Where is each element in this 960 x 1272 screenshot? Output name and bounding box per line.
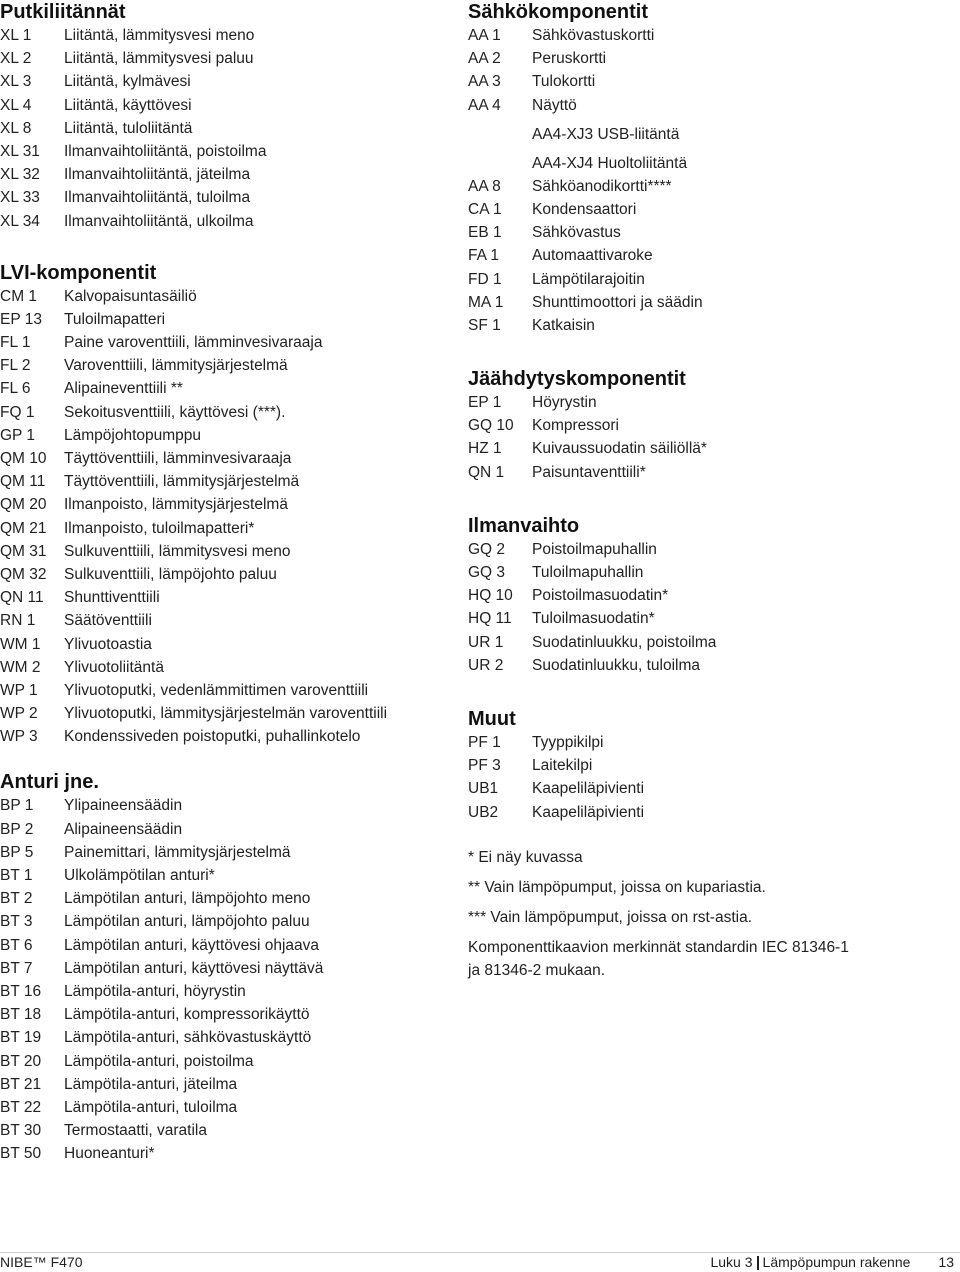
item-description: Tyyppikilpi [532,733,604,751]
item-description: Alipaineventtiili ** [64,380,183,398]
list-item [0,794,440,817]
item-code: FD 1 [468,270,502,288]
section-title-electrical-components: Sähkökomponentit [468,1,649,23]
item-description: Tuloilmasuodatin* [532,610,655,628]
list-item [468,47,948,70]
item-description: Kuivaussuodatin säiliöllä* [532,440,707,458]
item-code: GQ 10 [468,417,514,435]
item-description: Lämpötilarajoitin [532,270,645,288]
item-code: QM 32 [0,565,47,583]
list-electrical-components-a [468,24,948,117]
list-item [468,198,948,221]
list-item [468,461,948,484]
list-item [0,401,440,424]
item-code: AA 1 [468,27,501,44]
list-item [0,70,440,93]
item-code: QN 11 [0,589,44,607]
item-code: BT 2 [0,890,33,908]
item-code: CM 1 [0,287,38,305]
list-item [0,1142,440,1165]
item-description: Höyrystin [532,394,597,412]
item-code: UR 2 [468,656,504,674]
item-code [468,117,532,146]
item-code: XL 33 [0,189,40,207]
item-code: MA 1 [468,293,504,311]
item-code: WP 3 [0,728,38,746]
list-pipe-connections [0,24,440,233]
list-item [0,1003,440,1026]
item-code: BT 3 [0,913,33,931]
item-code: XL 31 [0,142,40,160]
footer-divider [0,1252,960,1253]
item-code: AA 4 [468,96,501,114]
item-description: Kondensaattori [532,200,637,218]
list-item [0,140,440,163]
item-description: Lämpötila-anturi, kompressorikäyttö [64,1006,310,1024]
item-code: BT 19 [0,1029,42,1047]
footnote-not-shown: * Ei näy kuvassa [468,848,583,866]
item-code: PF 3 [468,757,501,775]
list-item [0,285,440,308]
item-description: Tuloilmapuhallin [532,564,644,581]
item-description: Sähkövastus [532,224,621,242]
list-item [468,391,948,414]
item-description: Täyttöventtiili, lämminvesivaraaja [64,450,292,467]
item-code: BT 50 [0,1145,42,1163]
item-description: Tulokortti [532,73,596,91]
list-item [0,1026,440,1049]
list-item [0,331,440,354]
list-item [468,221,948,244]
section-title-sensors: Anturi jne. [0,771,99,794]
item-description: Ilmanvaihtoliitäntä, ulkoilma [64,212,254,230]
item-description: Kompressori [532,417,619,435]
item-description: Liitäntä, tuloliitäntä [64,119,193,137]
list-misc [468,731,948,824]
item-description: Kaapeliläpivienti [532,803,645,821]
list-item [0,470,440,493]
item-description: Sekoitusventtiili, käyttövesi (***). [64,403,286,421]
list-item [0,517,440,540]
list-item [468,175,948,198]
item-description: Lämpöjohtopumppu [64,426,202,444]
list-item [468,607,948,630]
item-description: Laitekilpi [532,757,593,775]
footer-chapter-number: Luku 3 [710,1254,753,1270]
item-code: QM 20 [0,496,47,514]
list-item [468,561,948,584]
item-code: FQ 1 [0,403,35,421]
item-code: BP 2 [0,820,34,838]
item-code: EB 1 [468,224,502,242]
list-cooling-components [468,391,948,484]
item-code: XL 32 [0,166,40,184]
item-code: HZ 1 [468,440,502,458]
item-code: HQ 11 [468,610,512,628]
list-ventilation [468,538,948,677]
list-item [0,163,440,186]
item-description: Katkaisin [532,316,595,334]
footer-chapter [710,1254,910,1270]
list-item [0,934,440,957]
item-code: QM 31 [0,542,47,560]
item-code: CA 1 [468,200,502,218]
item-description: Säätöventtiili [64,612,152,630]
list-item [0,980,440,1003]
list-item [0,957,440,980]
item-code: QM 11 [0,473,46,491]
item-code: WM 1 [0,635,41,653]
item-description: Ilmanpoisto, tuloilmapatteri* [64,519,255,537]
item-description: Liitäntä, käyttövesi [64,96,192,114]
item-description: Ilmanvaihtoliitäntä, poistoilma [64,142,267,160]
item-code: XL 3 [0,73,32,91]
list-item [0,424,440,447]
list-item [0,493,440,516]
list-item [468,437,948,460]
list-item [468,24,948,47]
list-item [0,679,440,702]
list-item [0,377,440,400]
item-code: UR 1 [468,633,504,651]
item-description: AA4-XJ4 Huoltoliitäntä [532,154,688,172]
footnote-stainless-tank: *** Vain lämpöpumput, joissa on rst-astia. [468,908,753,926]
item-description: Ylivuotoliitäntä [64,658,164,676]
item-description: Lämpötilan anturi, lämpöjohto paluu [64,913,310,931]
item-code: BT 16 [0,982,42,1000]
footnote-copper-tank: ** Vain lämpöpumput, joissa on kupariastia. [468,878,766,896]
list-electrical-components-b [468,175,948,337]
list-item [468,754,948,777]
item-code: AA 8 [468,177,501,195]
item-code: FL 6 [0,380,31,398]
item-code: UB2 [468,803,499,821]
list-item [0,1073,440,1096]
item-description: Näyttö [532,96,577,114]
item-description: Varoventtiili, lämmitysjärjestelmä [64,357,288,375]
item-description: Ilmanvaihtoliitäntä, tuloilma [64,189,251,207]
item-description: Lämpötila-anturi, jäteilma [64,1075,238,1093]
list-item [0,186,440,209]
list-item [468,291,948,314]
item-code: BP 1 [0,797,34,815]
item-code: EP 1 [468,394,502,412]
list-item [0,1119,440,1142]
item-description: Ilmanpoisto, lämmitysjärjestelmä [64,496,288,514]
list-item [0,910,440,933]
item-description: Poistoilmapuhallin [532,540,657,558]
footer-separator [757,1256,759,1270]
standard-note-line-1: Komponenttikaavion merkinnät standardin IEC 81346-1 [468,938,849,956]
item-description: Lämpötila-anturi, sähkövastuskäyttö [64,1029,312,1047]
item-code: AA 3 [468,73,501,91]
item-code: UB1 [468,780,499,798]
list-item [0,354,440,377]
item-description: AA4-XJ3 USB-liitäntä [532,125,680,143]
item-code: BT 1 [0,867,33,884]
item-description: Peruskortti [532,50,607,68]
item-description: Sähkövastuskortti [532,27,655,44]
list-item [468,777,948,800]
item-code: SF 1 [468,316,501,334]
list-item [468,94,948,117]
item-code: FA 1 [468,247,500,265]
page-footer [0,1252,960,1272]
list-item [0,586,440,609]
item-code: GP 1 [0,426,36,444]
right-column [468,0,948,982]
item-description: Liitäntä, lämmitysvesi paluu [64,50,254,68]
item-description: Paine varoventtiili, lämminvesivaraaja [64,334,323,352]
item-description: Ylivuotoputki, vedenlämmittimen varoventtiili [64,681,369,699]
item-code: WM 2 [0,658,41,676]
item-code: BT 22 [0,1098,42,1116]
item-code: WP 2 [0,705,38,723]
list-item [0,887,440,910]
list-item [0,447,440,470]
item-description: Huoneanturi* [64,1145,155,1163]
list-item [0,1096,440,1119]
footer-product-name: NIBE™ F470 [0,1254,83,1270]
item-description: Liitäntä, kylmävesi [64,73,191,91]
list-item [468,414,948,437]
item-code: PF 1 [468,733,501,751]
item-description: Shunttiventtiili [64,589,160,607]
list-item [0,94,440,117]
item-code: QM 10 [0,450,47,467]
item-description: Kalvopaisuntasäiliö [64,287,197,305]
list-item [0,47,440,70]
item-description: Painemittari, lämmitysjärjestelmä [64,843,291,861]
list-item [468,631,948,654]
item-description: Sulkuventtiili, lämmitysvesi meno [64,542,291,560]
list-item [0,210,440,233]
item-code: BT 21 [0,1075,42,1093]
list-item [468,244,948,267]
section-title-pipe-connections: Putkiliitännät [0,1,126,23]
list-sensors [0,794,440,1165]
item-code: FL 2 [0,357,31,375]
item-code: FL 1 [0,334,31,352]
list-item [0,24,440,47]
footer-page-number: 13 [938,1254,954,1270]
item-code: QN 1 [468,463,505,481]
item-code [468,146,532,175]
list-item [0,841,440,864]
item-description: Termostaatti, varatila [64,1122,207,1140]
item-code: WP 1 [0,681,38,699]
section-title-ventilation: Ilmanvaihto [468,514,580,537]
list-item [468,801,948,824]
list-item [0,308,440,331]
item-description: Lämpötilan anturi, lämpöjohto meno [64,890,311,908]
item-description: Lämpötila-anturi, poistoilma [64,1052,254,1070]
item-code: RN 1 [0,612,36,630]
item-code: HQ 10 [468,587,513,605]
list-item [468,70,948,93]
item-code: AA 2 [468,50,501,68]
item-code: EP 13 [0,310,42,328]
item-code: BT 7 [0,959,33,977]
list-item [468,584,948,607]
section-title-cooling-components: Jäähdytyskomponentit [468,368,686,391]
item-description: Sulkuventtiili, lämpöjohto paluu [64,565,277,583]
item-description: Ilmanvaihtoliitäntä, jäteilma [64,166,251,184]
item-description: Ylivuotoastia [64,635,152,653]
section-title-misc: Muut [468,707,516,730]
item-description: Kaapeliläpivienti [532,780,645,798]
item-description: Suodatinluukku, tuloilma [532,656,701,674]
item-description: Ulkolämpötilan anturi* [64,867,215,884]
item-description: Ylivuotoputki, lämmitysjärjestelmän varoventtiili [64,705,388,723]
item-code: BT 30 [0,1122,42,1140]
list-item [0,609,440,632]
list-item [468,117,948,146]
list-electrical-subitems [468,117,948,175]
list-item [0,633,440,656]
list-item [468,314,948,337]
standard-note-line-2: ja 81346-2 mukaan. [468,961,606,979]
list-item [0,864,440,887]
list-item [0,117,440,140]
item-description: Lämpötilan anturi, käyttövesi ohjaava [64,936,320,954]
item-description: Lämpötila-anturi, höyrystin [64,982,246,1000]
list-item [0,725,440,748]
item-code: XL 34 [0,212,40,230]
item-code: GQ 3 [468,564,506,581]
list-item [0,540,440,563]
list-item [0,563,440,586]
item-description: Lämpötilan anturi, käyttövesi näyttävä [64,959,324,977]
item-code: BT 18 [0,1006,42,1024]
footer-chapter-title: Lämpöpumpun rakenne [762,1254,911,1270]
item-description: Liitäntä, lämmitysvesi meno [64,27,255,44]
item-code: XL 4 [0,96,32,114]
item-code: XL 1 [0,27,32,44]
list-item [0,702,440,725]
list-item [468,731,948,754]
item-code: XL 2 [0,50,32,68]
left-column [0,0,440,1165]
list-item [468,268,948,291]
item-code: BT 6 [0,936,33,954]
item-description: Suodatinluukku, poistoilma [532,633,717,651]
item-code: XL 8 [0,119,32,137]
item-description: Ylipaineensäädin [64,797,183,815]
item-description: Automaattivaroke [532,247,653,265]
item-description: Kondenssiveden poistoputki, puhallinkotelo [64,728,361,746]
item-code: GQ 2 [468,540,506,558]
footer-right-group [710,1254,954,1270]
item-description: Täyttöventtiili, lämmitysjärjestelmä [64,473,300,491]
item-description: Lämpötila-anturi, tuloilma [64,1098,238,1116]
item-description: Tuloilmapatteri [64,310,166,328]
item-description: Alipaineensäädin [64,820,183,838]
list-item [0,656,440,679]
list-item [468,654,948,677]
list-item [468,538,948,561]
item-code: BP 5 [0,843,34,861]
item-code: QM 21 [0,519,47,537]
list-item [468,146,948,175]
item-description: Poistoilmasuodatin* [532,587,669,605]
item-description: Shunttimoottori ja säädin [532,293,703,311]
list-item [0,1050,440,1073]
item-code: BT 20 [0,1052,42,1070]
item-description: Paisuntaventtiili* [532,463,646,481]
section-title-lvi-components: LVI-komponentit [0,261,157,284]
list-item [0,818,440,841]
item-description: Sähköanodikortti**** [532,177,672,195]
list-lvi-components [0,285,440,749]
